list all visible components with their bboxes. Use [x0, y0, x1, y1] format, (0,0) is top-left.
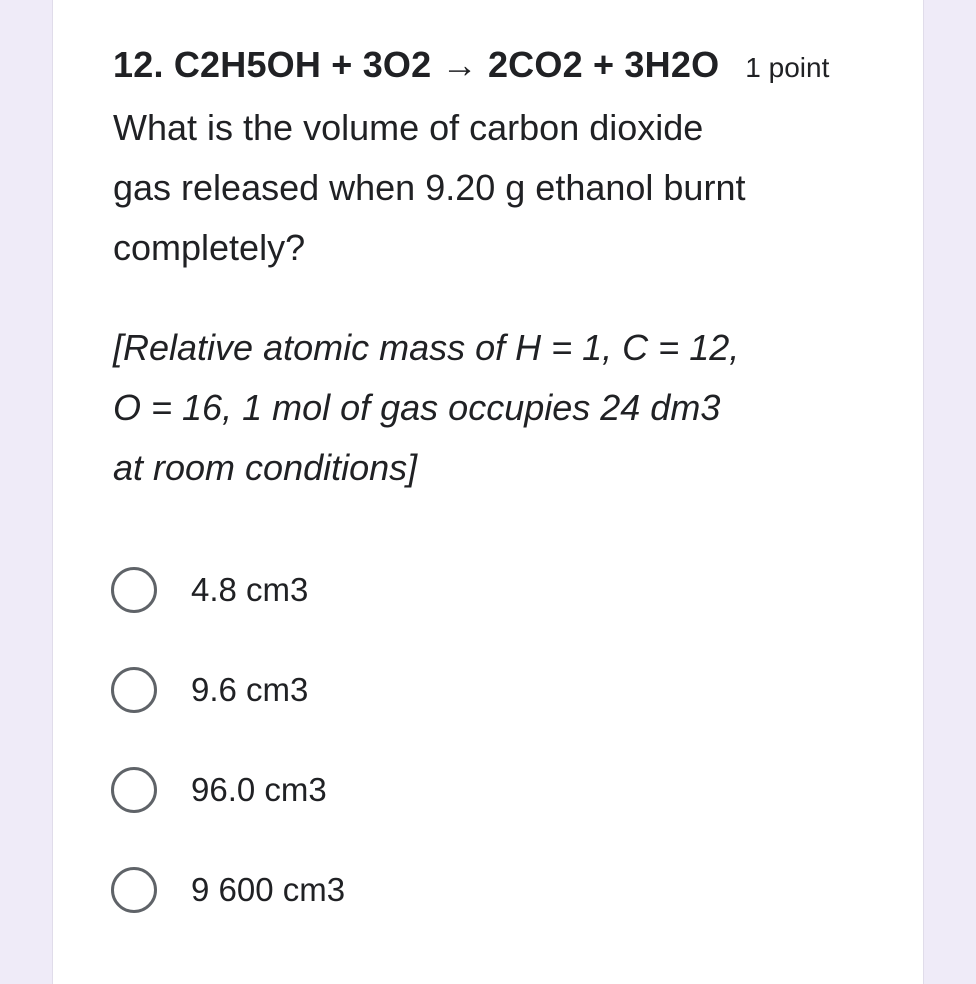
question-note: [Relative atomic mass of H = 1, C = 12, O = 16, 1 mol of gas occupies 24 dm3 at room conditions]	[113, 327, 740, 488]
question-text: What is the volume of carbon dioxide gas released when 9.20 g ethanol burnt completely?	[113, 107, 746, 268]
radio-button[interactable]	[111, 867, 157, 913]
question-points: 1 point	[745, 52, 830, 83]
option-4[interactable]	[111, 860, 871, 920]
radio-button[interactable]	[111, 767, 157, 813]
option-label: 4.8 cm3	[191, 571, 309, 608]
option-3[interactable]	[111, 760, 871, 820]
question-title: 12. C2H5OH + 3O2 → 2CO2 + 3H2O	[113, 44, 720, 85]
option-label: 96.0 cm3	[191, 771, 327, 808]
option-label: 9 600 cm3	[191, 871, 346, 908]
answer-options	[111, 560, 871, 960]
radio-button[interactable]	[111, 667, 157, 713]
question-body	[113, 98, 753, 498]
option-2[interactable]	[111, 660, 871, 720]
question-card	[52, 0, 924, 984]
radio-button[interactable]	[111, 567, 157, 613]
question-header	[113, 44, 873, 98]
option-label: 9.6 cm3	[191, 671, 309, 708]
option-1[interactable]	[111, 560, 871, 620]
